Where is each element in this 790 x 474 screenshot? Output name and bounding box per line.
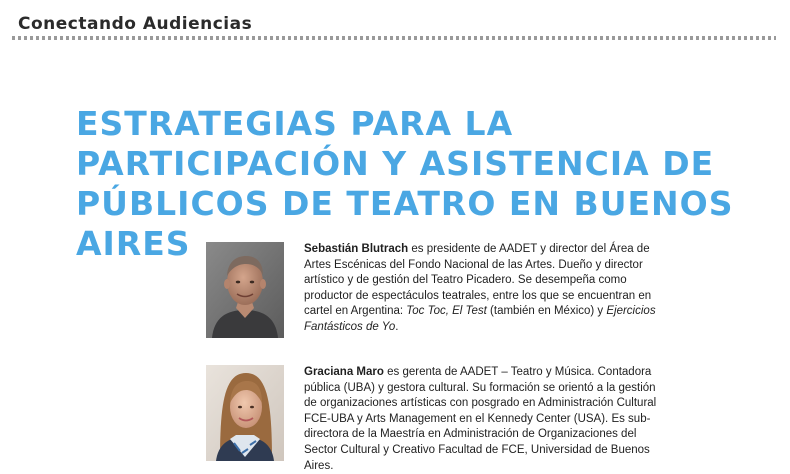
bio-text (304, 242, 666, 336)
author-bio (206, 242, 766, 342)
author-name: Graciana Maro (304, 366, 384, 378)
article-title: ESTRATEGIAS PARA LA PARTICIPACIÓN Y ASISTENCIA DE PÚBLICOS DE TEATRO EN BUENOS AIRES (76, 104, 734, 263)
bio-text-part: (también en México) y (486, 305, 607, 318)
bio-text-part: es gerenta de AADET – Teatro y Música. Contadora pública (UBA) y gestora cultural. Su formación se orientó a la gestión de organizaciones artísticas con posgrado en Administración Cultural FCE-UBA y Arts Management en el Kennedy Center (USA). Es sub-directora de la Maestría en Administración de Organizaciones del Sector Cultural y Creativo Facultad de FCE, Universidad de Buenos Aires. (304, 366, 657, 472)
man-portrait-icon (206, 242, 284, 338)
author-bio (206, 365, 766, 472)
section-header (12, 14, 776, 40)
bio-text (304, 365, 666, 474)
woman-portrait-icon (206, 365, 284, 461)
bio-text-part: . (395, 320, 399, 333)
bio-text-part: es presidente de AADET y director del Área de Artes Escénicas del Fondo Nacional de las Artes. Dueño y director artístico y de gestión del Teatro Picadero. Se desempeña como productor de espectáculos teatrales, entre los que se encuentran en cartel en Argentina: (304, 243, 652, 318)
author-name: Sebastián Blutrach (304, 243, 409, 255)
work-title: Toc Toc, El Test (406, 305, 487, 318)
work-title: Ejercicios Fantásticos de Yo (304, 305, 656, 333)
dashed-divider (12, 36, 776, 40)
author-photo (206, 365, 284, 461)
author-photo (206, 242, 284, 338)
section-label: Conectando Audiencias (16, 14, 258, 34)
